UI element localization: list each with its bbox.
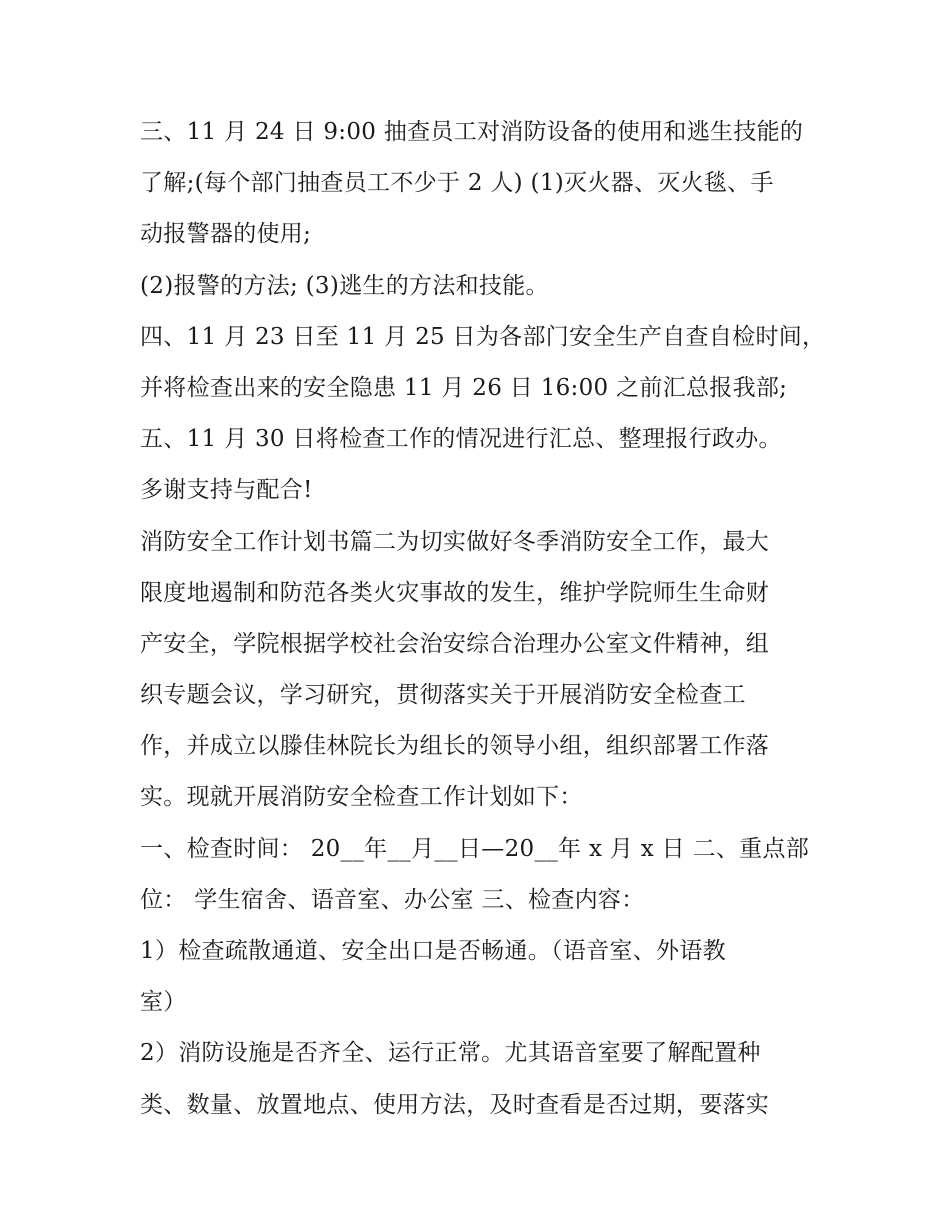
text-line: 实。现就开展消防安全检查工作计划如下：	[140, 784, 583, 811]
text-line: 动报警器的使用;	[140, 221, 312, 248]
text-line: 1）检查疏散通道、安全出口是否畅通。（语音室、外语教	[140, 938, 726, 964]
text-line: 五、11 月 30 日将检查工作的情况进行汇总、整理报行政办。	[140, 426, 782, 453]
document-page	[140, 107, 826, 1131]
text-line: 室）	[140, 989, 187, 1016]
text-line: 2）消防设施是否齐全、运行正常。尤其语音室要了解配置种	[140, 1040, 761, 1067]
text-line: 了解;(每个部门抽查员工不少于 2 人) (1)灭火器、灭火毯、手	[140, 170, 774, 197]
text-line: 并将检查出来的安全隐患 11 月 26 日 16:00 之前汇总报我部;	[140, 374, 788, 401]
text-line: 一、检查时间： 20__年__月__日—20__年 x 月 x 日 二、重点部	[140, 835, 810, 862]
text-line: 作，并成立以滕佳林院长为组长的领导小组，组织部署工作落	[140, 733, 770, 760]
text-line: 四、11 月 23 日至 11 月 25 日为各部门安全生产自查自检时间，	[140, 323, 826, 350]
text-line: 织专题会议，学习研究，贯彻落实关于开展消防安全检查工	[140, 682, 746, 709]
text-line: 位： 学生宿舍、语音室、办公室 三、检查内容：	[140, 886, 645, 913]
text-line: 多谢支持与配合!	[140, 477, 313, 504]
text-line: 限度地遏制和防范各类火灾事故的发生，维护学院师生生命财	[140, 579, 770, 606]
text-line: 消防安全工作计划书篇二为切实做好冬季消防安全工作，最大	[140, 528, 770, 555]
text-line: 三、11 月 24 日 9:00 抽查员工对消防设备的使用和逃生技能的	[140, 119, 804, 145]
text-line: 类、数量、放置地点、使用方法，及时查看是否过期，要落实	[140, 1091, 770, 1118]
text-line: (2)报警的方法; (3)逃生的方法和技能。	[140, 272, 549, 299]
text-line: 产安全，学院根据学校社会治安综合治理办公室文件精神，组	[140, 630, 770, 657]
